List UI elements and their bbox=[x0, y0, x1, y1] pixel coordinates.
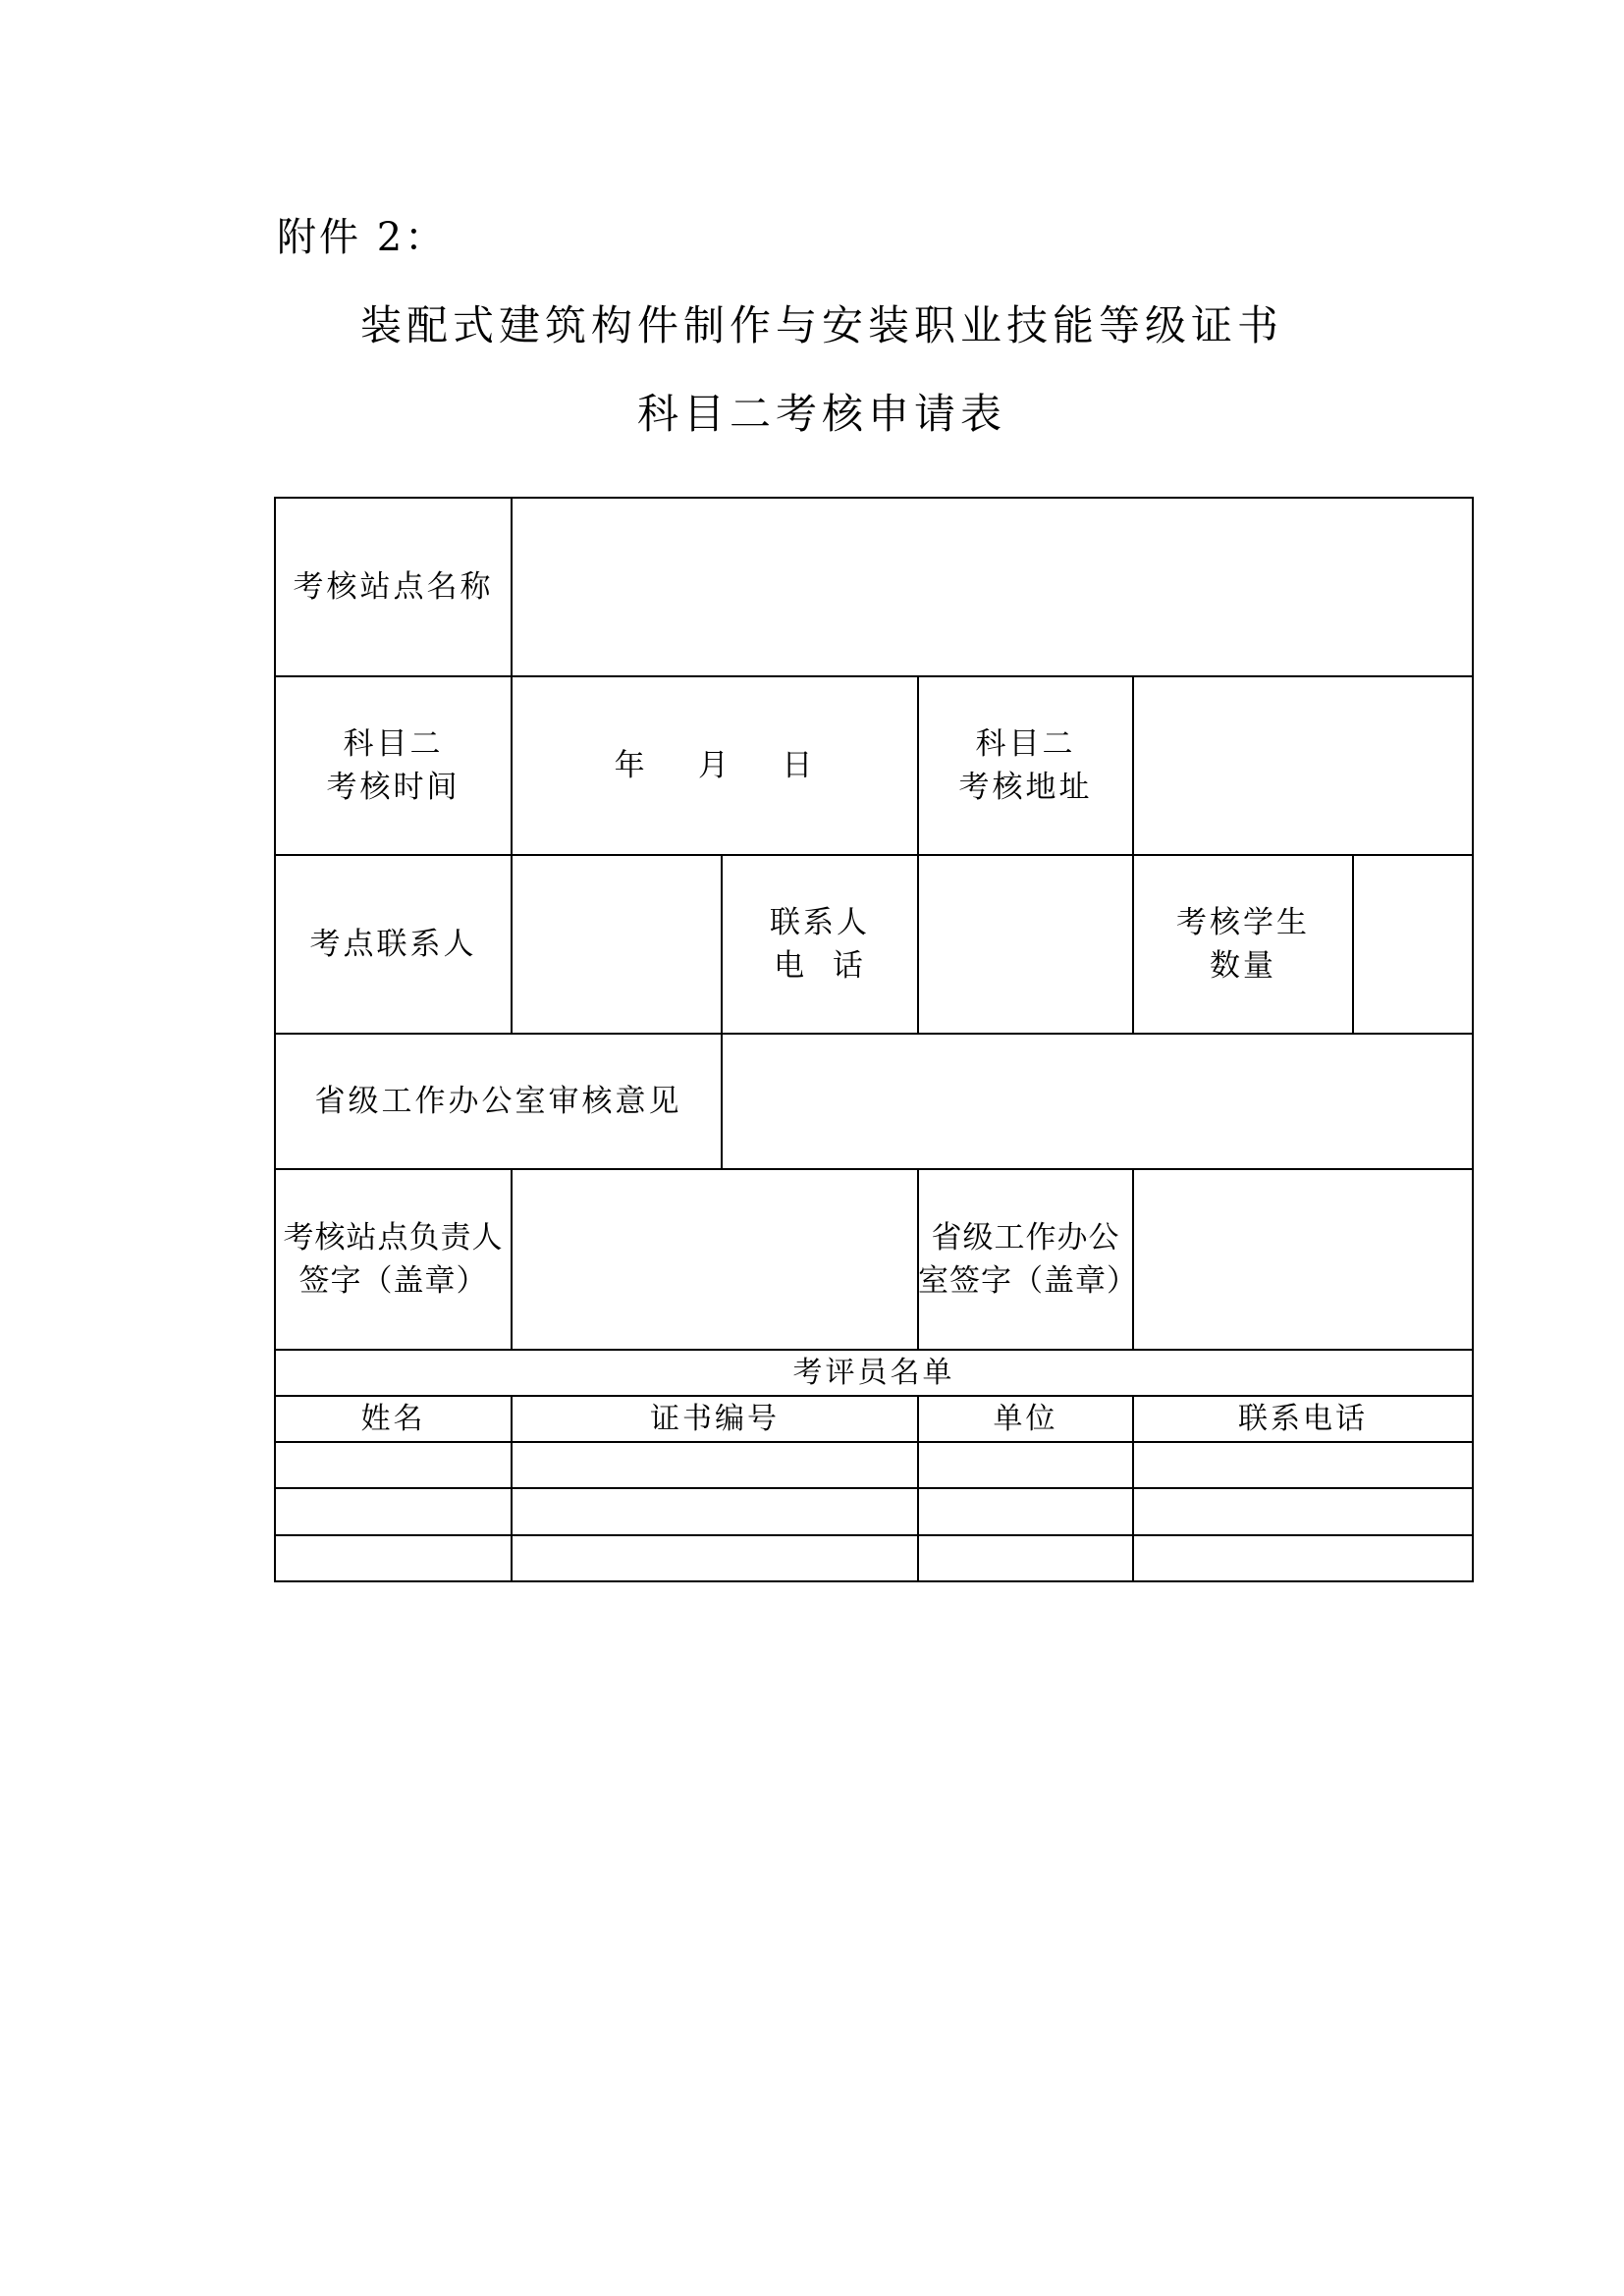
provincial-review-label: 省级工作办公室审核意见 bbox=[314, 1084, 682, 1119]
exam-time-label: 科目二 考核时间 bbox=[326, 726, 460, 805]
column-header-name: 姓名 bbox=[360, 1401, 426, 1436]
table-row-1-phone[interactable] bbox=[1133, 1442, 1473, 1488]
table-row-2-certificate[interactable] bbox=[512, 1488, 918, 1535]
exam-date-field[interactable]: 年 月 日 bbox=[614, 748, 816, 783]
table-row-1-name[interactable] bbox=[275, 1442, 512, 1488]
student-count-label: 考核学生 数量 bbox=[1176, 905, 1310, 984]
table-row-1-organization[interactable] bbox=[918, 1442, 1133, 1488]
provincial-signature-field[interactable] bbox=[1133, 1169, 1473, 1350]
site-name-label: 考核站点名称 bbox=[293, 569, 494, 605]
contact-phone-label: 联系人 电 话 bbox=[770, 905, 870, 984]
evaluator-list-heading: 考评员名单 bbox=[792, 1355, 955, 1390]
provincial-signature-label: 省级工作办公 室签字（盖章） bbox=[918, 1220, 1138, 1299]
site-head-signature-field[interactable] bbox=[512, 1169, 918, 1350]
table-row-2-phone[interactable] bbox=[1133, 1488, 1473, 1535]
student-count-field[interactable] bbox=[1353, 855, 1473, 1034]
table-row-3-certificate[interactable] bbox=[512, 1535, 918, 1581]
form-title-line-1: 装配式建筑构件制作与安装职业技能等级证书 bbox=[359, 301, 1283, 349]
table-row-2-name[interactable] bbox=[275, 1488, 512, 1535]
table-row-1-certificate[interactable] bbox=[512, 1442, 918, 1488]
column-header-phone: 联系电话 bbox=[1238, 1401, 1368, 1436]
table-row-3-name[interactable] bbox=[275, 1535, 512, 1581]
site-name-field[interactable] bbox=[512, 498, 1473, 676]
exam-address-field[interactable] bbox=[1133, 676, 1473, 855]
column-header-organization: 单位 bbox=[993, 1401, 1058, 1436]
contact-phone-field[interactable] bbox=[918, 855, 1133, 1034]
contact-person-field[interactable] bbox=[512, 855, 722, 1034]
form-title-line-2: 科目二考核申请表 bbox=[636, 390, 1006, 438]
column-header-certificate-number: 证书编号 bbox=[650, 1401, 780, 1436]
table-row-2-organization[interactable] bbox=[918, 1488, 1133, 1535]
attachment-label: 附件 2： bbox=[277, 215, 448, 260]
exam-address-label: 科目二 考核地址 bbox=[958, 726, 1093, 805]
table-row-3-phone[interactable] bbox=[1133, 1535, 1473, 1581]
site-head-signature-label: 考核站点负责人 签字（盖章） bbox=[283, 1220, 504, 1299]
provincial-review-field[interactable] bbox=[722, 1034, 1473, 1169]
table-row-3-organization[interactable] bbox=[918, 1535, 1133, 1581]
contact-person-label: 考点联系人 bbox=[309, 927, 477, 962]
